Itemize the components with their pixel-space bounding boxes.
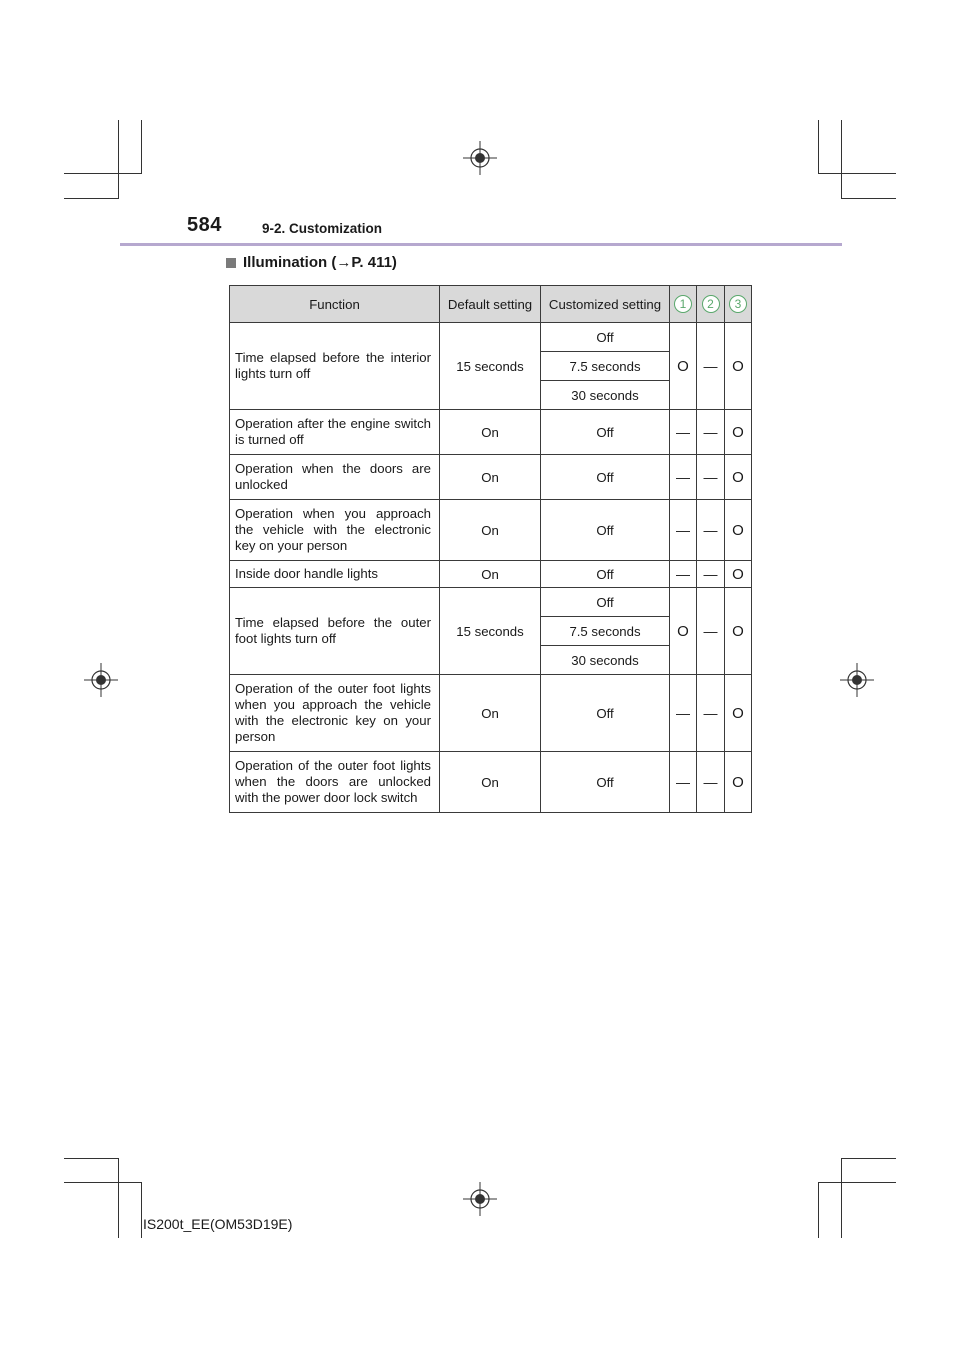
crop-mark [841,198,896,199]
table-row [230,588,752,617]
customized-cell: Off [541,588,670,617]
default-cell: 15 seconds [440,323,541,410]
setting-mark-3: O [725,561,752,588]
setting-mark-1: O [670,323,697,410]
table-row [230,455,752,500]
crop-mark [141,120,142,173]
setting-mark-2: — [697,561,725,588]
function-cell: Inside door handle lights [230,561,440,588]
setting-mark-3: O [725,752,752,813]
setting-mark-3: O [725,500,752,561]
setting-mark-1: — [670,410,697,455]
table-row [230,500,752,561]
table-row [230,410,752,455]
customized-cell: Off [541,752,670,813]
setting-mark-1: — [670,500,697,561]
default-cell: On [440,455,541,500]
default-cell: On [440,500,541,561]
setting-mark-1: — [670,675,697,752]
table-row [230,561,752,588]
square-bullet-icon [226,258,236,268]
document-code: IS200t_EE(OM53D19E) [143,1216,293,1232]
default-cell: On [440,561,541,588]
crop-mark [818,120,819,173]
setting-mark-2: — [697,323,725,410]
crop-mark [818,173,896,174]
table-row [230,675,752,752]
function-cell: Time elapsed before the outer foot lights turn off [230,588,440,675]
setting-mark-3: O [725,455,752,500]
subsection-heading [226,254,397,271]
setting-mark-1: — [670,561,697,588]
setting-mark-3: O [725,323,752,410]
crop-mark [64,198,119,199]
setting-number-badge: 3 [729,295,747,313]
customization-table [229,285,752,813]
default-cell: On [440,752,541,813]
table-header-row [230,286,752,323]
crop-mark [118,120,119,199]
column-header-default: Default setting [440,286,541,323]
crop-mark [841,1158,842,1238]
setting-mark-2: — [697,455,725,500]
customized-cell: Off [541,455,670,500]
setting-mark-2: — [697,500,725,561]
function-cell: Operation of the outer foot lights when the doors are unlocked with the power door lock switch [230,752,440,813]
table-row [230,752,752,813]
setting-mark-2: — [697,675,725,752]
customized-cell: Off [541,410,670,455]
setting-mark-3: O [725,588,752,675]
setting-number-badge: 1 [674,295,692,313]
crop-mark [118,1158,119,1238]
function-cell: Operation of the outer foot lights when you approach the vehicle with the electronic key on your person [230,675,440,752]
setting-mark-3: O [725,675,752,752]
function-cell: Operation when you approach the vehicle with the electronic key on your person [230,500,440,561]
header-divider [120,243,842,246]
setting-number-badge: 2 [702,295,720,313]
column-header-setting-3 [725,286,752,323]
crop-mark [841,1158,896,1159]
section-title: 9-2. Customization [262,221,383,236]
setting-mark-1: — [670,455,697,500]
customized-cell: Off [541,323,670,352]
registration-mark-icon [463,141,497,175]
customized-cell: 7.5 seconds [541,352,670,381]
function-cell: Operation when the doors are unlocked [230,455,440,500]
customized-cell: 30 seconds [541,381,670,410]
column-header-setting-1 [670,286,697,323]
column-header-function: Function [230,286,440,323]
default-cell: 15 seconds [440,588,541,675]
customized-cell: Off [541,675,670,752]
setting-mark-1: O [670,588,697,675]
crop-mark [818,1182,896,1183]
crop-mark [64,1158,119,1159]
customized-cell: 7.5 seconds [541,617,670,646]
registration-mark-icon [463,1182,497,1216]
registration-mark-icon [840,663,874,697]
setting-mark-2: — [697,588,725,675]
page-number: 584 [187,214,222,236]
setting-mark-3: O [725,410,752,455]
crop-mark [141,1182,142,1238]
customized-cell: Off [541,500,670,561]
crop-mark [64,173,142,174]
function-cell: Operation after the engine switch is turned off [230,410,440,455]
setting-mark-2: — [697,410,725,455]
customized-cell: Off [541,561,670,588]
function-cell: Time elapsed before the interior lights turn off [230,323,440,410]
column-header-setting-2 [697,286,725,323]
crop-mark [64,1182,142,1183]
column-header-customized: Customized setting [541,286,670,323]
crop-mark [841,120,842,199]
registration-mark-icon [84,663,118,697]
default-cell: On [440,675,541,752]
setting-mark-1: — [670,752,697,813]
subsection-heading-text: Illumination (→P. 411) [243,254,397,271]
customized-cell: 30 seconds [541,646,670,675]
table-row [230,323,752,352]
setting-mark-2: — [697,752,725,813]
default-cell: On [440,410,541,455]
crop-mark [818,1182,819,1238]
